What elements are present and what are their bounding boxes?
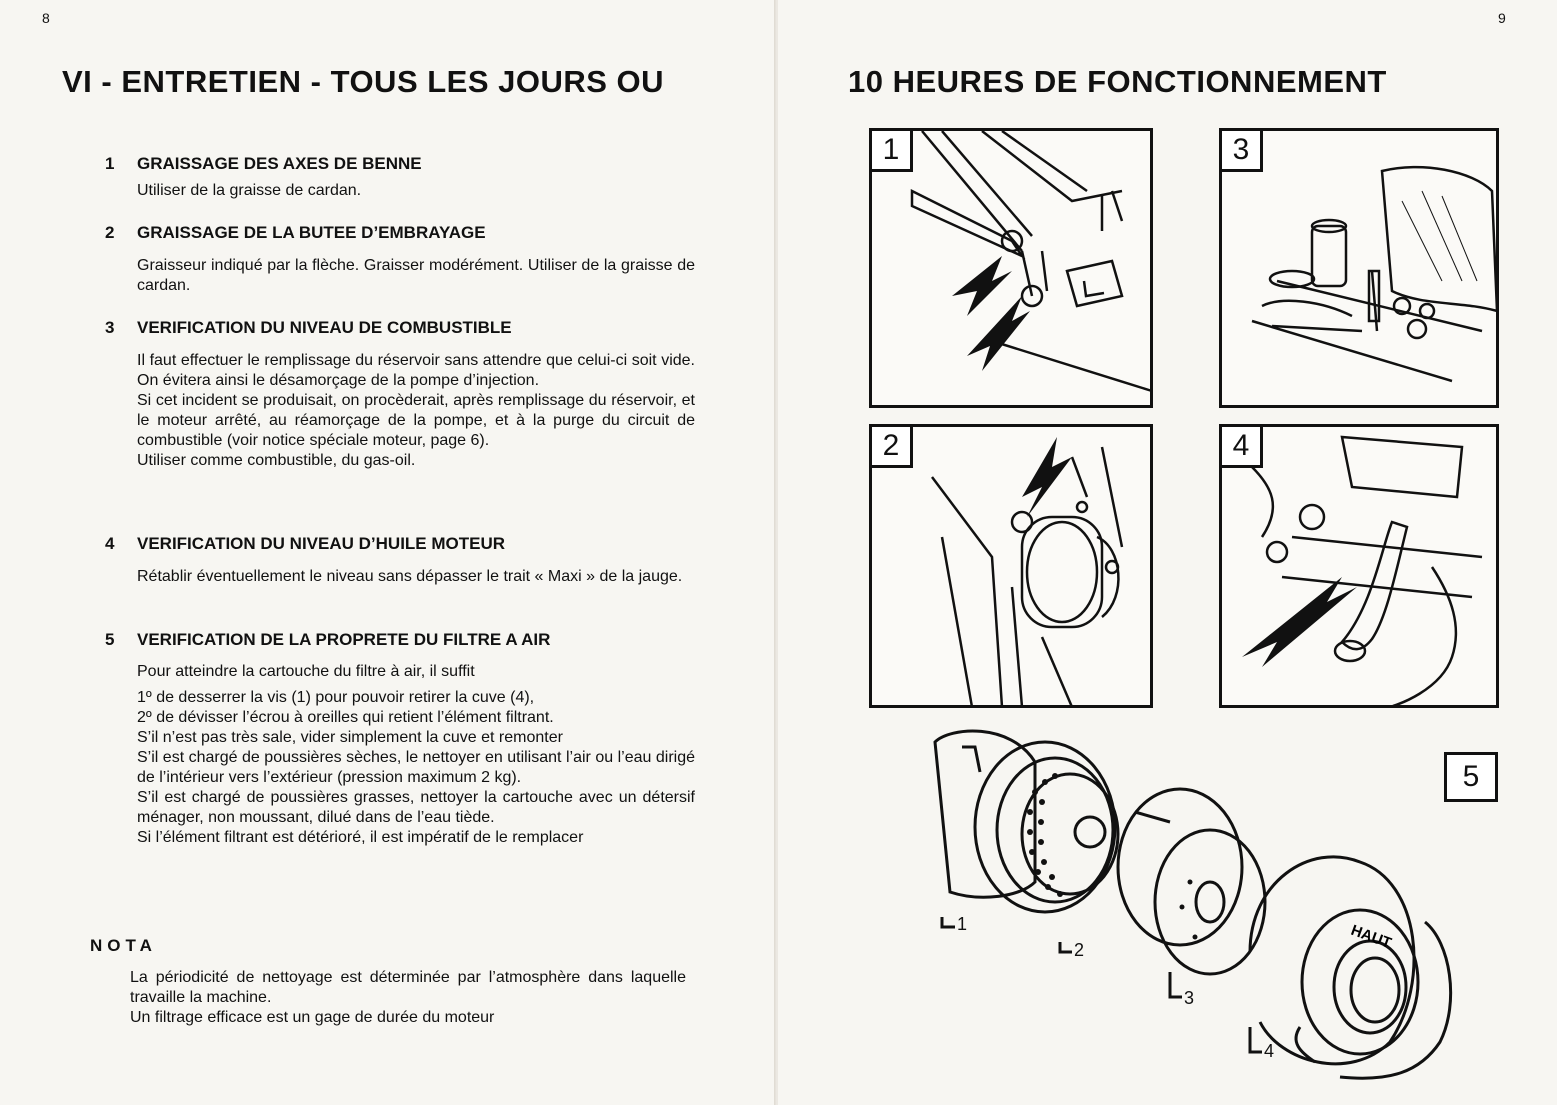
section-1 [105,154,695,201]
oil-dipstick-illustration [1222,427,1499,708]
paragraph: S’il n’est pas très sale, vider simplement la cuve et remonter [137,729,563,746]
callout-3: 3 [1184,988,1195,1008]
section-body [137,567,695,587]
paragraph: Utiliser de la graisse de cardan. [137,182,362,199]
paragraph: Rétablir éventuellement le niveau sans dépasser le trait « Maxi » de la jauge. [137,568,683,585]
figure-3-panel [1219,128,1499,408]
section-body [137,662,695,848]
fuel-tank-illustration [1222,131,1499,408]
page-number-left: 8 [42,10,50,26]
paragraph: 2º de dévisser l’écrou à oreilles qui retient l’élément filtrant. [137,709,554,726]
section-body [137,351,695,471]
section-5 [105,630,695,848]
section-4 [105,534,695,587]
figure-1-panel [869,128,1153,408]
nota-heading: NOTA [90,936,157,955]
paragraph: Un filtrage efficace est un gage de durée du moteur [130,1009,495,1026]
page-title-left: VI - ENTRETIEN - TOUS LES JOURS OU [62,64,665,99]
section-3 [105,318,695,471]
callout-1: 1 [957,914,968,934]
section-heading: VERIFICATION DE LA PROPRETE DU FILTRE A AIR [137,630,551,649]
left-page [0,0,776,1105]
section-number: 1 [105,154,115,173]
section-number: 2 [105,223,115,242]
section-2 [105,223,695,296]
figure-4-label: 4 [1219,424,1263,468]
figure-3-label: 3 [1219,128,1263,172]
paragraph: 1º de desserrer la vis (1) pour pouvoir retirer la cuve (4), [137,689,535,706]
clutch-bearing-illustration [872,427,1153,708]
callout-4: 4 [1264,1041,1275,1061]
section-number: 5 [105,630,115,649]
paragraph: Graisseur indiqué par la flèche. Graisser modérément. Utiliser de la graisse de cardan. [137,257,695,294]
page-title-right: 10 HEURES DE FONCTIONNEMENT [848,64,1387,99]
haut-marking: HAUT [1348,921,1394,953]
air-filter-exploded-illustration [920,722,1480,1082]
figure-5-label: 5 [1444,752,1498,802]
bucket-pivot-illustration [872,131,1153,408]
section-heading: VERIFICATION DU NIVEAU D’HUILE MOTEUR [137,534,506,553]
paragraph: Pour atteindre la cartouche du filtre à air, il suffit [137,663,475,680]
section-body [137,181,695,201]
nota-body [130,968,686,1028]
section-heading: GRAISSAGE DES AXES DE BENNE [137,154,422,173]
paragraph: S’il est chargé de poussières grasses, nettoyer la cartouche avec un détersif ménager, non moussant, dilué dans de l’eau tiède. [137,789,695,826]
paragraph: La périodicité de nettoyage est déterminée par l’atmosphère dans laquelle travaille la machine. [130,969,686,1006]
section-body [137,256,695,296]
section-heading: GRAISSAGE DE LA BUTEE D’EMBRAYAGE [137,223,486,242]
paragraph: Il faut effectuer le remplissage du réservoir sans attendre que celui-ci soit vide. On évitera ainsi le désamorçage de la pompe d’injection. [137,352,695,389]
paragraph: Si cet incident se produisait, on procèderait, après remplissage du réservoir, et le moteur arrêté, au réamorçage de la pompe, et à la purge du circuit de combustible (voir notice spéciale moteur, page 6). [137,392,695,449]
page-number-right: 9 [1498,10,1506,26]
section-number: 3 [105,318,115,337]
section-number: 4 [105,534,115,553]
paragraph: Utiliser comme combustible, du gas-oil. [137,452,416,469]
figure-4-panel [1219,424,1499,708]
paragraph: S’il est chargé de poussières sèches, le nettoyer en utilisant l’air ou l’eau dirigé de l’intérieur vers l’extérieur (pression maximum 2 kg). [137,749,695,786]
figure-1-label: 1 [869,128,913,172]
paragraph: Si l’élément filtrant est détérioré, il est impératif de le remplacer [137,829,584,846]
section-heading: VERIFICATION DU NIVEAU DE COMBUSTIBLE [137,318,512,337]
figure-2-panel [869,424,1153,708]
figure-2-label: 2 [869,424,913,468]
callout-2: 2 [1074,940,1085,960]
